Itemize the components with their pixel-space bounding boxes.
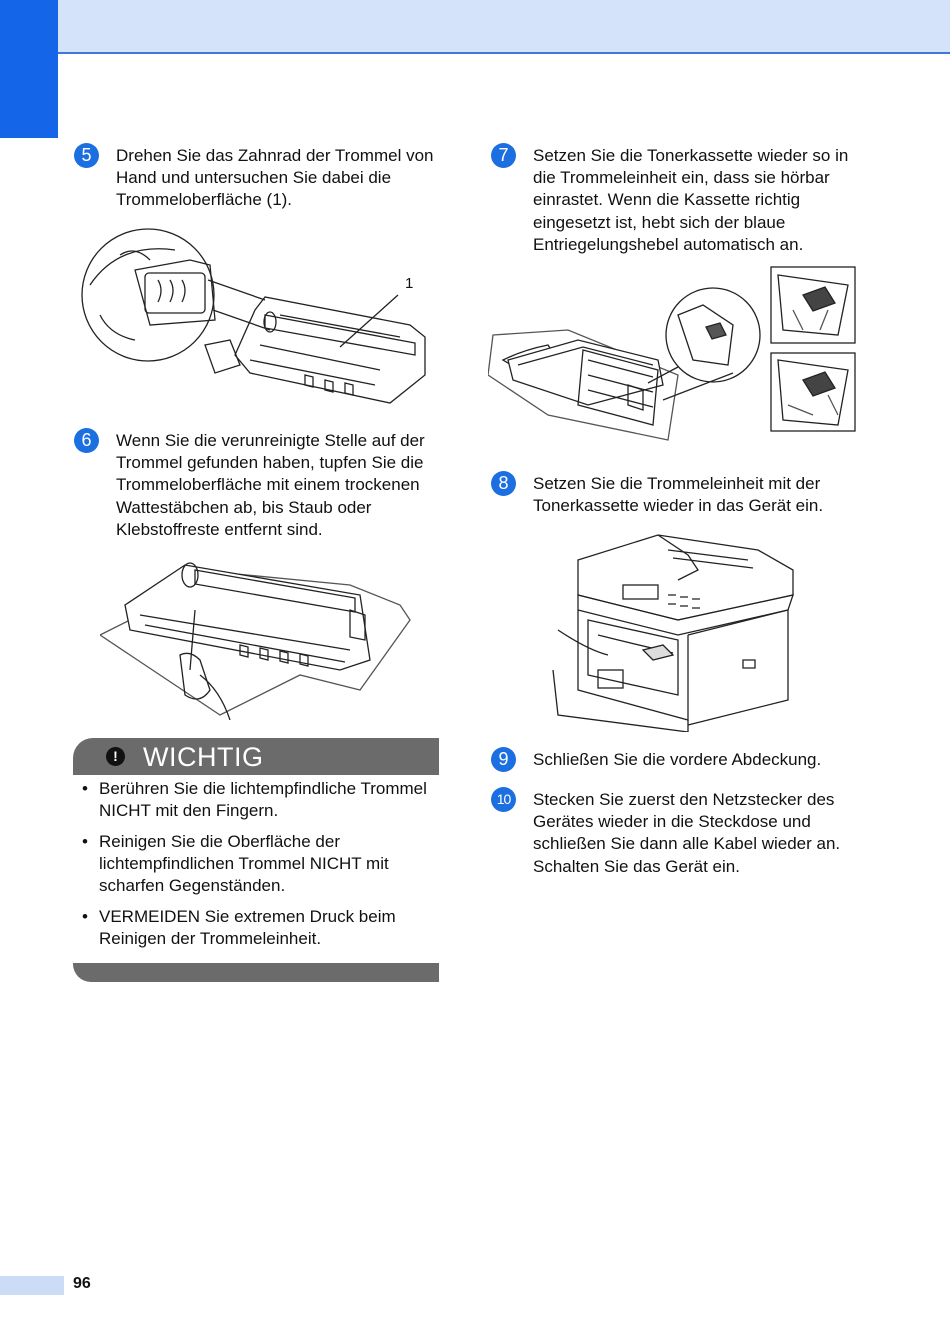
step-text: Stecken Sie zuerst den Netzstecker des Gerätes wieder in die Steckdose und schließen Sie dann alle Kabel wieder an. Schalten Sie das Gerät ein. [533, 790, 841, 876]
step-number: 5 [74, 143, 99, 168]
callout-label: 1 [405, 275, 414, 292]
step-number: 9 [491, 747, 516, 772]
page-number: 96 [73, 1275, 91, 1292]
step-number: 10 [491, 787, 516, 812]
step-number: 8 [491, 471, 516, 496]
step-text: Drehen Sie das Zahnrad der Trommel von Hand und untersuchen Sie dabei die Trommeloberfläche (1). [116, 146, 434, 210]
header-band [0, 0, 950, 54]
page-tab [0, 1276, 64, 1295]
step-number: 6 [74, 428, 99, 453]
figure-toner-insert [488, 265, 860, 455]
bullet: • [82, 779, 88, 798]
step-text: Setzen Sie die Trommeleinheit mit der Tonerkassette wieder in das Gerät ein. [533, 474, 824, 516]
bullet: • [82, 907, 88, 927]
warning-header [73, 738, 439, 775]
warning-title: WICHTIG [143, 742, 264, 772]
warning-item: • Reinigen Sie die Oberfläche der lichtempfindlichen Trommel NICHT mit scharfen Gegenständen. [82, 831, 389, 896]
warning-footer [73, 963, 439, 982]
step-text: Wenn Sie die verunreinigte Stelle auf der Trommel gefunden haben, tupfen Sie die Trommeloberfläche mit einem trockenen Wattestäbchen ab, bis Staub oder Klebstoffreste entfernt sind. [116, 431, 425, 539]
figure-drum-gear [80, 225, 440, 415]
figure-printer [548, 520, 798, 732]
warning-list [82, 778, 432, 959]
bullet: • [82, 831, 88, 851]
step-number: 7 [491, 143, 516, 168]
warning-item: • VERMEIDEN Sie extremen Druck beim Reinigen der Trommeleinheit. [82, 907, 396, 949]
figure-drum-cleaning [100, 550, 415, 720]
chapter-tab [0, 0, 58, 138]
step-text: Schließen Sie die vordere Abdeckung. [533, 750, 822, 769]
exclamation-icon: ! [106, 747, 125, 766]
step-text: Setzen Sie die Tonerkassette wieder so in die Trommeleinheit ein, dass sie hörbar einrastet. Wenn die Kassette richtig eingesetzt ist, hebt sich der blaue Entriegelungshebel automatisch an. [533, 146, 849, 254]
warning-item: • Berühren Sie die lichtempfindliche Trommel NICHT mit den Fingern. [82, 779, 427, 821]
